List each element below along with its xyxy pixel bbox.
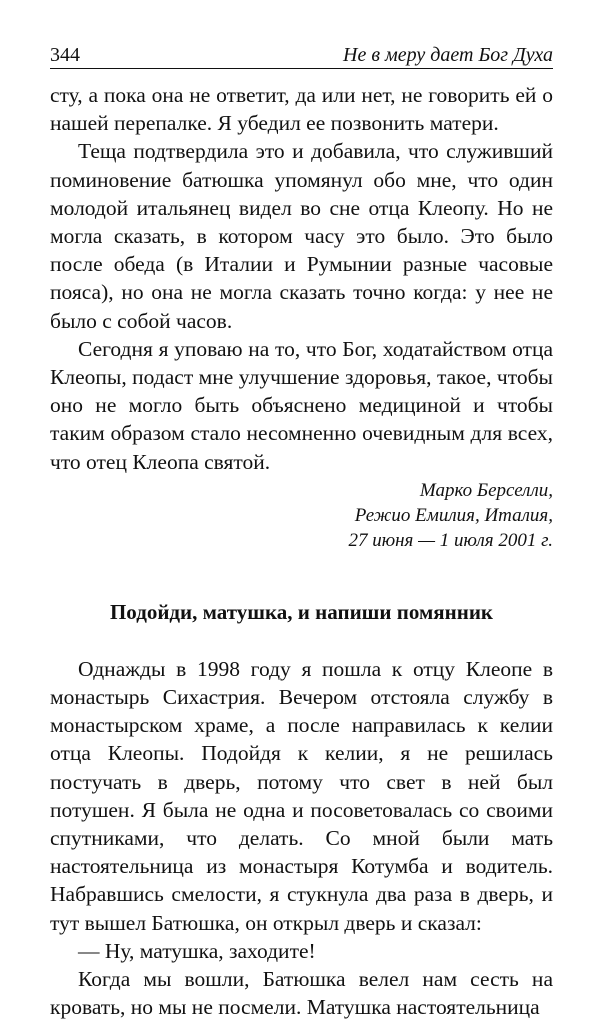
running-title: Не в меру дает Бог Духа [343,44,553,66]
body-text [50,81,553,1021]
section-title: Подойди, матушка, и напиши помянник [109,599,494,624]
signature-name: Марко Берселли, [419,479,553,501]
paragraph: сту, а пока она не ответит, да или нет, не говорить ей о нашей перепалке. Я убедил ее позвонить матери. [50,83,553,136]
dialogue-line: — Ну, матушка, заходите! [78,938,316,963]
paragraph: Теща подтвердила это и добавила, что служивший поминовение батюшка упомянул обо мне, что один молодой итальянец видел во сне отца Клеопу. Но не могла сказать, в котором часу это было. Это было после обеда (в Италии и Румынии разные часовые пояса), но она не могла сказать точно когда: у нее не было с собой часов. [50,139,553,333]
book-page [50,38,553,1021]
paragraph: Когда мы вошли, Батюшка велел нам сесть на кровать, но мы не посмели. Матушка настоятельница [50,967,553,1020]
paragraph: Сегодня я уповаю на то, что Бог, ходатайством отца Клеопы, подаст мне улучшение здоровья, такое, чтобы оно не могло быть объяснено медициной и чтобы таким образом стало несомненно очевидным для всех, что отец Клеопа святой. [50,336,553,474]
signature-place: Режио Емилия, Италия, [354,504,553,526]
signature-block [50,478,553,553]
running-head [50,38,553,69]
page-number: 344 [50,44,80,66]
paragraph: Однажды в 1998 году я пошла к отцу Клеопе в монастырь Сихастрия. Вечером отстояла службу в монастырском храме, а после направилась к келии отца Клеопы. Подойдя к келии, я не решилась постучать в дверь, потому что свет в ней был потушен. Я была не одна и посоветовалась со своими спутниками, что делать. Со мной были мать настоятельница из монастыря Котумба и водитель. Набравшись смелости, я стукнула два раза в дверь, и тут вышел Батюшка, он открыл дверь и сказал: [50,656,553,935]
signature-date: 27 июня — 1 июля 2001 г. [348,529,553,551]
